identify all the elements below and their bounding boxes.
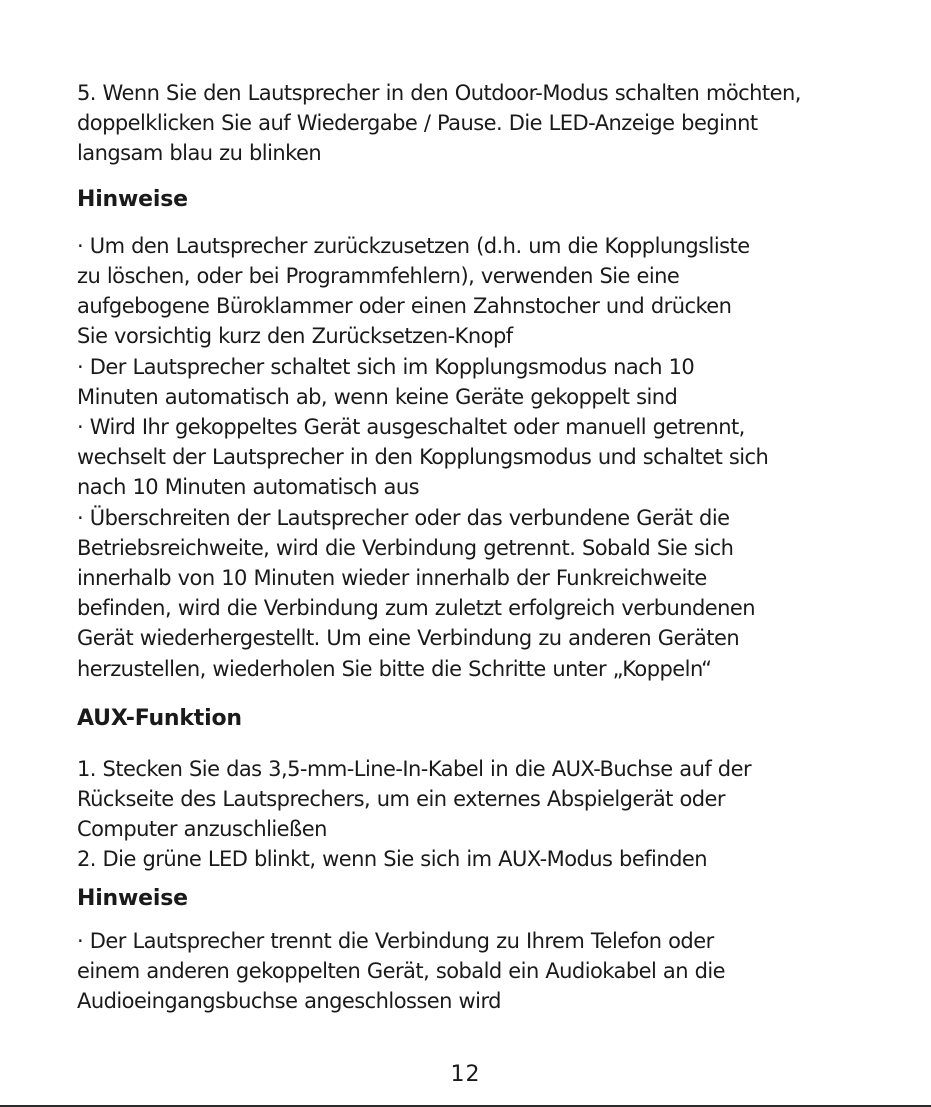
aux-notes-line: · Der Lautsprecher trennt die Verbindung zu Ihrem Telefon oder (77, 929, 714, 953)
aux-line: 1. Stecken Sie das 3,5-mm-Line-In-Kabel in die AUX-Buchse auf der (77, 757, 752, 781)
notes-line: · Wird Ihr gekoppeltes Gerät ausgeschaltet oder manuell getrennt, (77, 415, 745, 439)
notes-line: wechselt der Lautsprecher in den Kopplungsmodus und schaltet sich (77, 445, 769, 469)
section-heading-aux: AUX-Funktion (77, 706, 242, 731)
notes-line: Minuten automatisch ab, wenn keine Geräte gekoppelt sind (77, 385, 678, 409)
aux-line: 2. Die grüne LED blinkt, wenn Sie sich im AUX-Modus befinden (77, 847, 708, 871)
intro-line-3: langsam blau zu blinken (77, 141, 322, 165)
aux-notes-line: einem anderen gekoppelten Gerät, sobald ein Audiokabel an die (77, 959, 726, 983)
intro-line-2: doppelklicken Sie auf Wiedergabe / Pause. Die LED-Anzeige beginnt (77, 111, 758, 135)
notes-line: · Der Lautsprecher schaltet sich im Kopplungsmodus nach 10 (77, 355, 695, 379)
notes-line: Sie vorsichtig kurz den Zurücksetzen-Knopf (77, 324, 513, 348)
notes-line: · Um den Lautsprecher zurückzusetzen (d.h. um die Kopplungsliste (77, 234, 750, 258)
notes-line: zu löschen, oder bei Programmfehlern), verwenden Sie eine (77, 264, 680, 288)
notes-line: · Überschreiten der Lautsprecher oder das verbundene Gerät die (77, 506, 730, 530)
notes-line: aufgebogene Büroklammer oder einen Zahnstocher und drücken (77, 294, 732, 318)
notes-line: innerhalb von 10 Minuten wieder innerhalb der Funkreichweite (77, 566, 707, 590)
aux-line: Rückseite des Lautsprechers, um ein externes Abspielgerät oder (77, 787, 726, 811)
section-heading-hinweise-2: Hinweise (77, 886, 188, 911)
notes-line: herzustellen, wiederholen Sie bitte die Schritte unter „Koppeln“ (77, 657, 712, 681)
notes-line: nach 10 Minuten automatisch aus (77, 475, 420, 499)
aux-notes-line: Audioeingangsbuchse angeschlossen wird (77, 989, 501, 1013)
page-number: 12 (450, 1062, 481, 1087)
notes-line: Betriebsreichweite, wird die Verbindung getrennt. Sobald Sie sich (77, 536, 734, 560)
notes-line: Gerät wiederhergestellt. Um eine Verbindung zu anderen Geräten (77, 626, 740, 650)
aux-line: Computer anzuschließen (77, 817, 327, 841)
notes-line: befinden, wird die Verbindung zum zuletzt erfolgreich verbundenen (77, 596, 756, 620)
intro-line-1: 5. Wenn Sie den Lautsprecher in den Outdoor-Modus schalten möchten, (77, 81, 801, 105)
section-heading-hinweise: Hinweise (77, 187, 188, 212)
